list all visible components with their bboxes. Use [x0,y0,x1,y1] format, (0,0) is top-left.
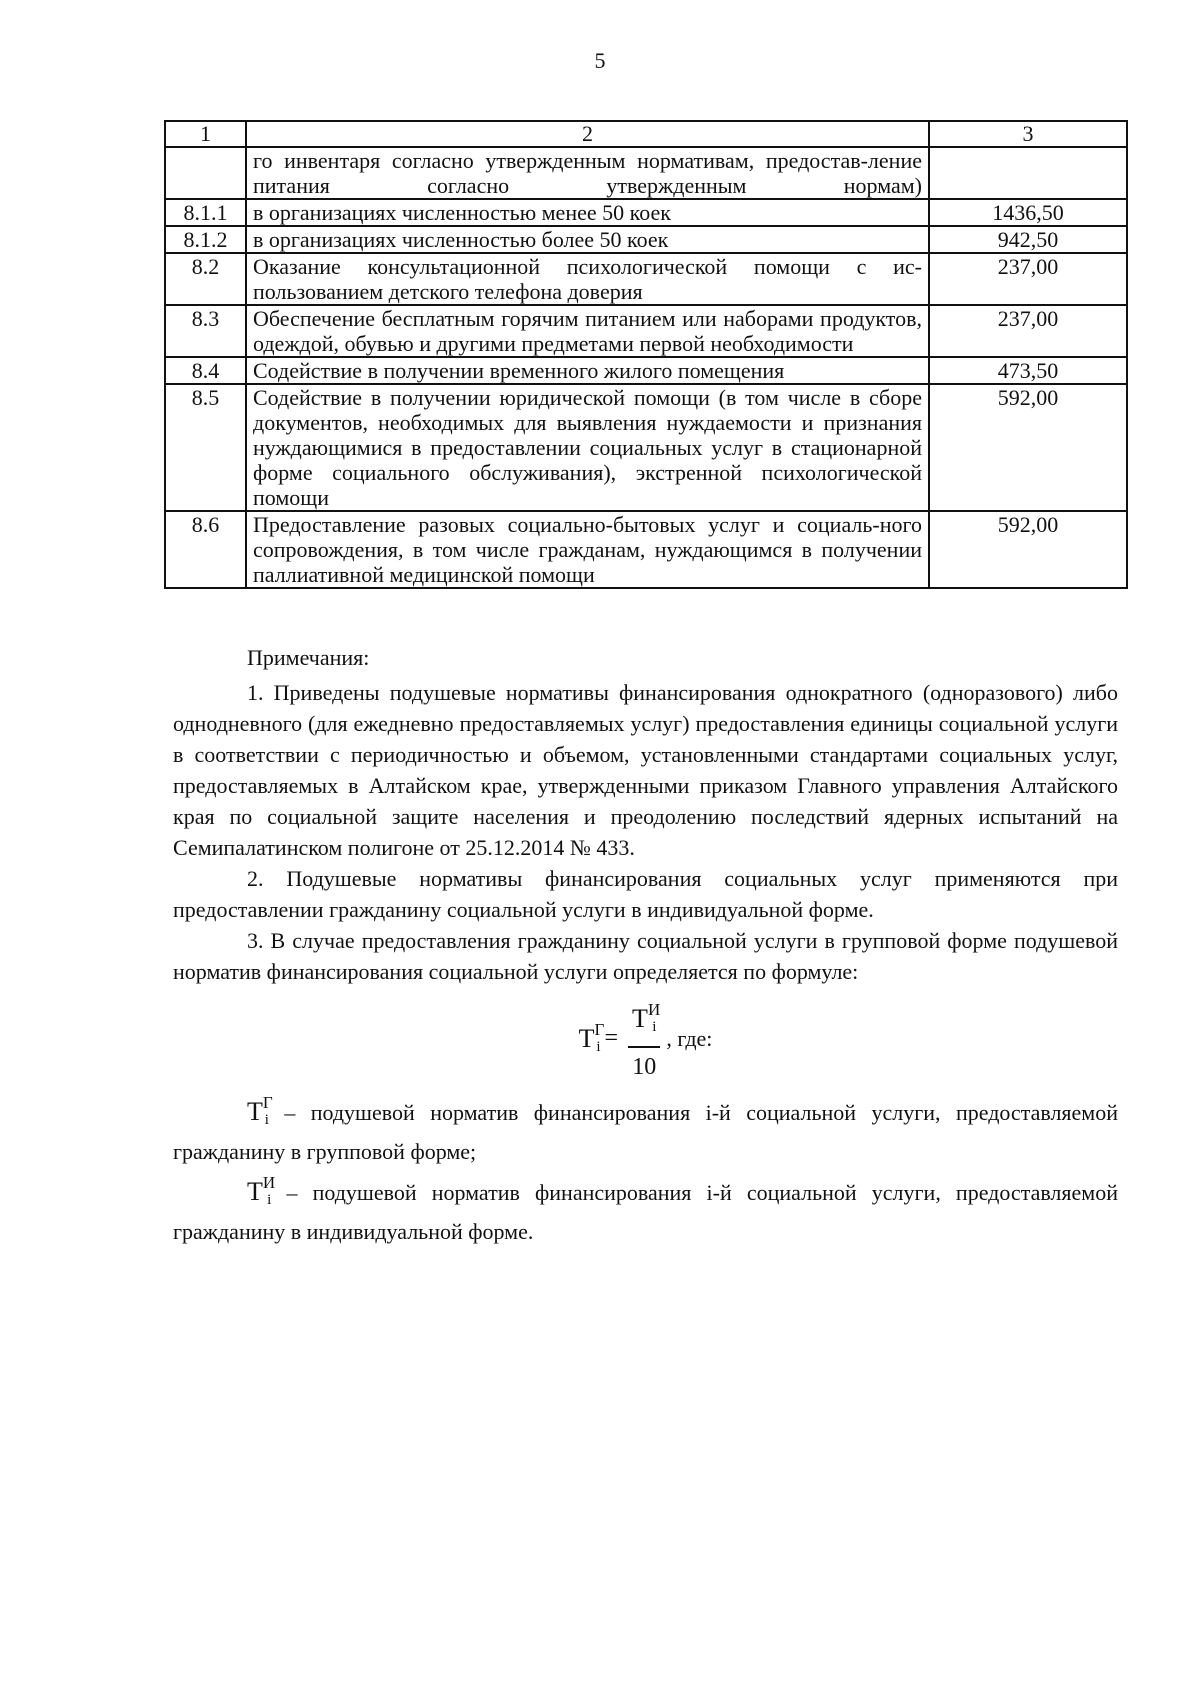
row-value: 1436,50 [929,199,1127,226]
row-value: 942,50 [929,226,1127,253]
row-value: 473,50 [929,357,1127,384]
notes-heading: Примечания: [247,645,370,670]
note-item: 1. Приведены подушевые нормативы финансирования однократного (одноразового) либо однодневного (для ежедневно предоставляемых услуг) предоставления единицы социальной услуги в соответствии с периодичностью и объемом, установленными стандартами социальных услуг, предоставляемых в Алтайском крае, утвержденными приказом Главного управления Алтайского края по социальной защите населения и преодолению последствий ядерных испытаний на Семипалатинском полигоне от 25.12.2014 № 433. [173,680,1118,860]
page-number: 5 [594,48,606,73]
note-item: 3. В случае предоставления гражданину социальной услуги в групповой форме подушевой норматив финансирования социальной услуги определяется по формуле: [173,928,1118,984]
notes-section [173,642,1118,1247]
row-number [165,147,246,199]
table-row [165,226,1127,253]
row-value: 237,00 [929,253,1127,305]
note-item: 2. Подушевые нормативы финансирования социальных услуг применяются при предоставлении гражданину социальной услуги в индивидуальной форме. [173,866,1118,922]
row-description: в организациях численностью менее 50 коек [246,199,929,226]
row-description: Оказание консультационной психологической помощи с ис-пользованием детского телефона доверия [246,253,929,305]
row-number: 8.3 [165,305,246,357]
row-value: 592,00 [929,384,1127,511]
definition-individual [173,1167,1118,1247]
column-header-1: 1 [165,121,246,147]
table-row [165,253,1127,305]
row-number: 8.2 [165,253,246,305]
definition-text: – подушевой норматив финансирования i-й социальной услуги, предоставляемой гражданину в групповой форме; [173,1100,1118,1164]
table-row [165,357,1127,384]
column-header-2: 2 [246,121,929,147]
formula-lhs: $T^Г_i$ [578,1019,605,1055]
table-row [165,147,1127,199]
row-description: Содействие в получении временного жилого помещения [246,357,929,384]
row-value: 237,00 [929,305,1127,357]
formula-suffix: , где: [666,1025,713,1051]
row-number: 8.1.2 [165,226,246,253]
formula-equals: = [604,1024,619,1051]
table-row [165,511,1127,588]
row-description: в организациях численностью более 50 коек [246,226,929,253]
definition-group [173,1087,1118,1167]
definition-symbol: $T^Г_i$ [247,1093,273,1128]
formula-numerator: $T^И_i$ [628,993,660,1048]
table-row [165,384,1127,511]
row-description: го инвентаря согласно утвержденным нормативам, предостав-ление питания согласно утвержденным нормам) [246,147,929,199]
row-number: 8.4 [165,357,246,384]
row-number: 8.5 [165,384,246,511]
column-header-3: 3 [929,121,1127,147]
row-value: 592,00 [929,511,1127,588]
formula-denominator: 10 [632,1053,657,1080]
row-number: 8.6 [165,511,246,588]
row-description: Обеспечение бесплатным горячим питанием или наборами продуктов, одеждой, обувью и другими предметами первой необходимости [246,305,929,357]
table-row [165,199,1127,226]
definition-text: – подушевой норматив финансирования i-й социальной услуги, предоставляемой гражданину в индивидуальной форме. [173,1180,1118,1244]
row-description: Содействие в получении юридической помощи (в том числе в сборе документов, необходимых для выявления нуждаемости и признания нуждающимися в предоставлении социальных услуг в стационарной форме социального обслуживания), экстренной психологической помощи [246,384,929,511]
table-header-row [165,121,1127,147]
norms-table [164,120,1128,589]
table-row [165,305,1127,357]
row-description: Предоставление разовых социально-бытовых услуг и социаль-ного сопровождения, в том числе гражданам, нуждающимся в получении паллиативной медицинской помощи [246,511,929,588]
row-value [929,147,1127,199]
definition-symbol: $T^И_i$ [247,1173,276,1208]
group-norm-formula [173,995,1118,1081]
formula-fraction [628,993,660,1084]
row-number: 8.1.1 [165,199,246,226]
